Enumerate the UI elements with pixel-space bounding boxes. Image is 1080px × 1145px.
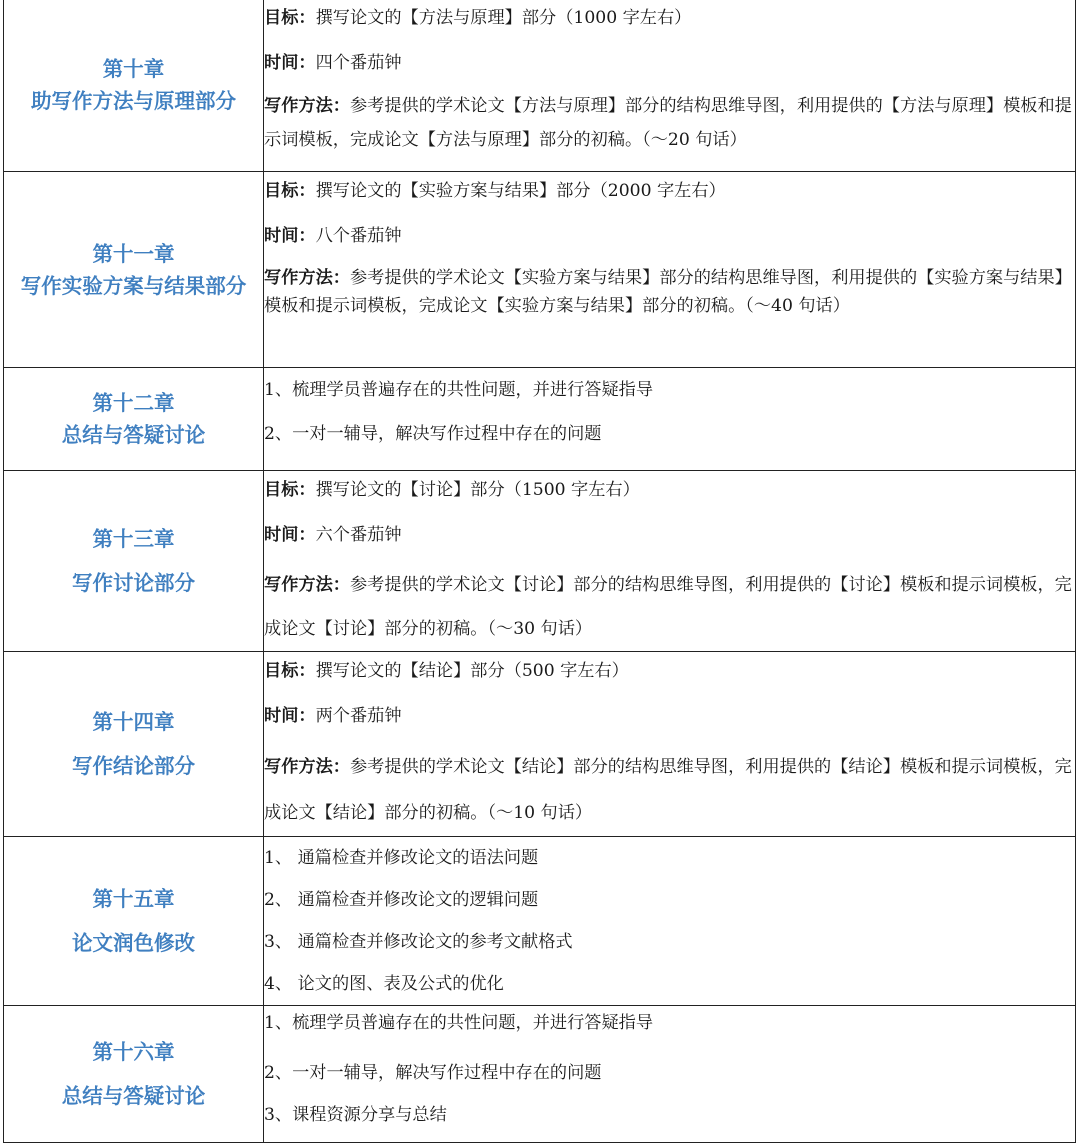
list-item: 4、 论文的图、表及公式的优化 (264, 974, 504, 994)
chapter-number: 第十六章 (92, 1040, 175, 1064)
chapter-content (264, 471, 1076, 652)
goal-line (264, 174, 1075, 208)
time-label: 时间： (264, 706, 316, 726)
list-item: 2、 通篇检查并修改论文的逻辑问题 (264, 890, 539, 910)
chapter-cell (4, 1006, 264, 1143)
chapter-cell (4, 0, 264, 172)
chapter-content (264, 368, 1076, 471)
goal-label: 目标： (264, 480, 316, 500)
syllabus-table (3, 0, 1076, 1143)
time-line (264, 518, 1075, 552)
method-line (264, 264, 1075, 320)
chapter-title: 写作讨论部分 (72, 571, 195, 595)
goal-label: 目标： (264, 8, 316, 28)
list-item: 1、梳理学员普遍存在的共性问题，并进行答疑指导 (264, 380, 654, 400)
chapter-cell (4, 471, 264, 652)
goal-label: 目标： (264, 181, 316, 201)
time-line (264, 699, 1075, 733)
method-label: 写作方法： (264, 268, 350, 288)
chapter-title: 总结与答疑讨论 (61, 1084, 206, 1108)
goal-text: 撰写论文的【方法与原理】部分（1000 字左右） (315, 8, 692, 28)
list-item: 1、 通篇检查并修改论文的语法问题 (264, 848, 539, 868)
chapter-number: 第十二章 (92, 391, 175, 415)
goal-text: 撰写论文的【讨论】部分（1500 字左右） (315, 480, 640, 500)
table-row (4, 368, 1076, 471)
method-text: 参考提供的学术论文【方法与原理】部分的结构思维导图，利用提供的【方法与原理】模板和提示词模板，完成论文【方法与原理】部分的初稿。（～20 句话） (264, 96, 1072, 150)
table-row (4, 471, 1076, 652)
list-item: 2、一对一辅导，解决写作过程中存在的问题 (264, 1063, 602, 1083)
table-row (4, 172, 1076, 368)
time-text: 两个番茄钟 (315, 706, 402, 726)
chapter-title: 助写作方法与原理部分 (31, 89, 236, 113)
list-item: 3、 通篇检查并修改论文的参考文献格式 (264, 932, 573, 952)
chapter-content (264, 0, 1076, 172)
table-row (4, 1006, 1076, 1143)
method-line (264, 744, 1075, 836)
time-text: 六个番茄钟 (315, 525, 402, 545)
chapter-content (264, 837, 1076, 1006)
chapter-title: 写作实验方案与结果部分 (20, 273, 247, 298)
chapter-number: 第十四章 (92, 710, 175, 734)
chapter-cell (4, 368, 264, 471)
chapter-cell (4, 652, 264, 837)
time-text: 四个番茄钟 (315, 53, 402, 73)
time-text: 八个番茄钟 (315, 226, 402, 246)
list-item: 1、梳理学员普遍存在的共性问题，并进行答疑指导 (264, 1013, 654, 1033)
chapter-title: 论文润色修改 (72, 931, 195, 955)
method-line (264, 563, 1075, 651)
time-line (264, 219, 1075, 253)
chapter-number: 第十五章 (92, 887, 175, 911)
method-line (264, 89, 1075, 157)
goal-text: 撰写论文的【实验方案与结果】部分（2000 字左右） (315, 181, 726, 201)
table-row (4, 652, 1076, 837)
time-line (264, 46, 1075, 80)
goal-line (264, 473, 1075, 507)
list-item: 2、一对一辅导，解决写作过程中存在的问题 (264, 424, 602, 444)
method-label: 写作方法： (264, 757, 350, 777)
method-text: 参考提供的学术论文【讨论】部分的结构思维导图，利用提供的【讨论】模板和提示词模板，完成论文【讨论】部分的初稿。（～30 句话） (264, 575, 1072, 639)
chapter-title: 总结与答疑讨论 (61, 423, 206, 447)
table-row (4, 837, 1076, 1006)
time-label: 时间： (264, 525, 316, 545)
chapter-number: 第十章 (102, 57, 165, 81)
chapter-cell (4, 172, 264, 368)
table-row (4, 0, 1076, 172)
chapter-content (264, 1006, 1076, 1143)
time-label: 时间： (264, 53, 316, 73)
goal-line (264, 654, 1075, 688)
chapter-content (264, 172, 1076, 368)
chapter-number: 第十三章 (92, 527, 175, 551)
list-item: 3、课程资源分享与总结 (264, 1105, 447, 1125)
chapter-content (264, 652, 1076, 837)
method-text: 参考提供的学术论文【实验方案与结果】部分的结构思维导图，利用提供的【实验方案与结果】模板和提示词模板，完成论文【实验方案与结果】部分的初稿。（～40 句话） (264, 268, 1072, 316)
goal-line (264, 1, 1075, 35)
time-label: 时间： (264, 226, 316, 246)
chapter-cell (4, 837, 264, 1006)
method-text: 参考提供的学术论文【结论】部分的结构思维导图，利用提供的【结论】模板和提示词模板，完成论文【结论】部分的初稿。（～10 句话） (264, 757, 1072, 823)
method-label: 写作方法： (264, 575, 350, 595)
method-label: 写作方法： (264, 96, 350, 116)
chapter-title: 写作结论部分 (72, 754, 195, 778)
chapter-number: 第十一章 (92, 241, 175, 266)
goal-label: 目标： (264, 661, 316, 681)
goal-text: 撰写论文的【结论】部分（500 字左右） (315, 661, 629, 681)
